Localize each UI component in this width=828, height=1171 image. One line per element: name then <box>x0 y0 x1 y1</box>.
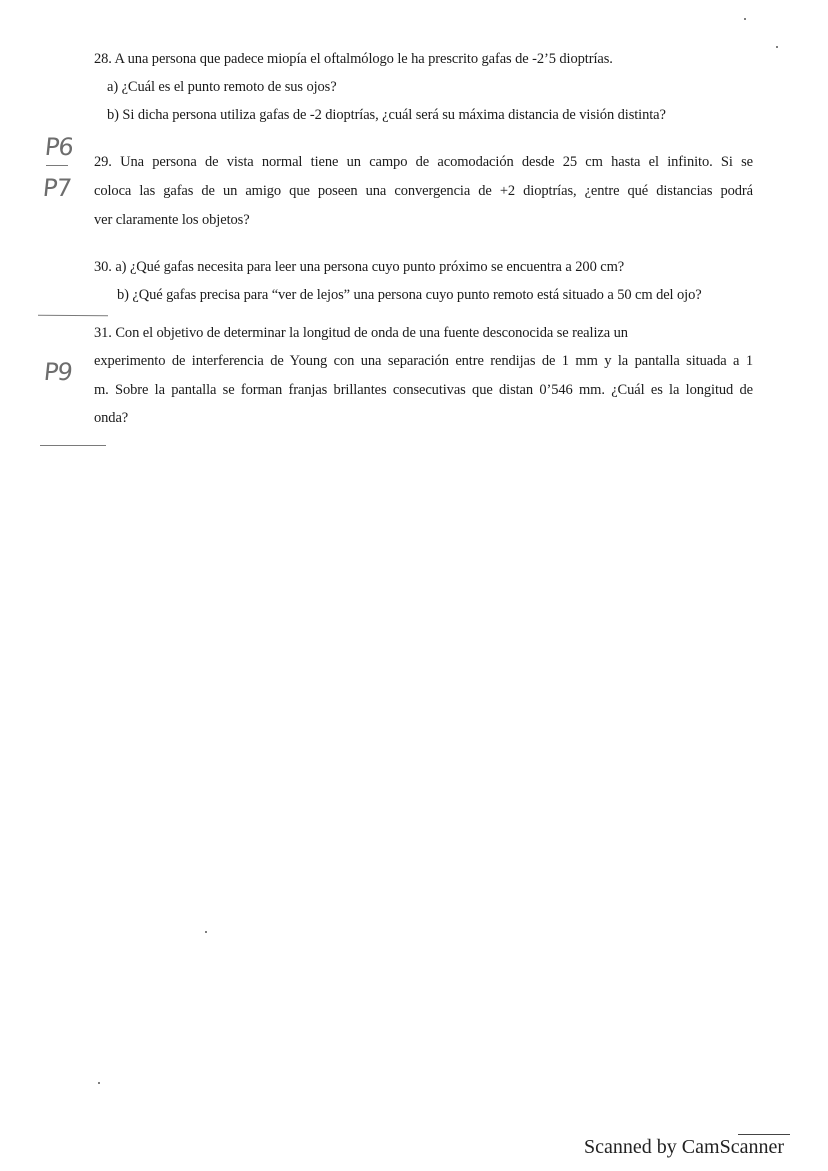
handwritten-divider <box>46 165 68 166</box>
scan-speck <box>98 1082 100 1084</box>
scan-speck <box>205 931 207 933</box>
camscanner-watermark: Scanned by CamScanner <box>584 1136 784 1158</box>
problem-29-line-2: coloca las gafas de un amigo que poseen una convergencia de +2 dioptrías, ¿entre qué distancias podrá <box>94 183 753 199</box>
problem-29-line-3: ver claramente los objetos? <box>94 212 250 228</box>
handwritten-separator-line <box>40 445 106 446</box>
handwritten-note-p6: P6 <box>43 133 75 161</box>
problem-31-line-3: m. Sobre la pantalla se forman franjas brillantes consecutivas que distan 0’546 mm. ¿Cuál es la longitud de <box>94 382 753 398</box>
scan-speck <box>776 46 778 48</box>
problem-28-statement: 28. A una persona que padece miopía el oftalmólogo le ha prescrito gafas de -2’5 dioptrías. <box>94 51 613 67</box>
problem-30-part-a: 30. a) ¿Qué gafas necesita para leer una persona cuyo punto próximo se encuentra a 200 cm? <box>94 259 625 275</box>
handwritten-separator-line <box>38 315 108 317</box>
problem-30-part-b: b) ¿Qué gafas precisa para “ver de lejos” una persona cuyo punto remoto está situado a 50 cm del ojo? <box>117 287 702 303</box>
problem-28-part-a: a) ¿Cuál es el punto remoto de sus ojos? <box>107 79 337 95</box>
handwritten-note-p9: P9 <box>42 358 74 386</box>
problem-31-line-2: experimento de interferencia de Young con una separación entre rendijas de 1 mm y la pantalla situada a 1 <box>94 353 753 369</box>
problem-28-part-b: b) Si dicha persona utiliza gafas de -2 dioptrías, ¿cuál será su máxima distancia de visión distinta? <box>107 107 666 123</box>
handwritten-note-p7: P7 <box>41 174 73 202</box>
problem-31-line-1: 31. Con el objetivo de determinar la longitud de onda de una fuente desconocida se realiza un <box>94 325 628 341</box>
problem-29-line-1: 29. Una persona de vista normal tiene un campo de acomodación desde 25 cm hasta el infinito. Si se <box>94 154 753 170</box>
problem-31-line-4: onda? <box>94 410 129 426</box>
scan-speck <box>744 18 746 20</box>
watermark-rule <box>738 1134 790 1135</box>
